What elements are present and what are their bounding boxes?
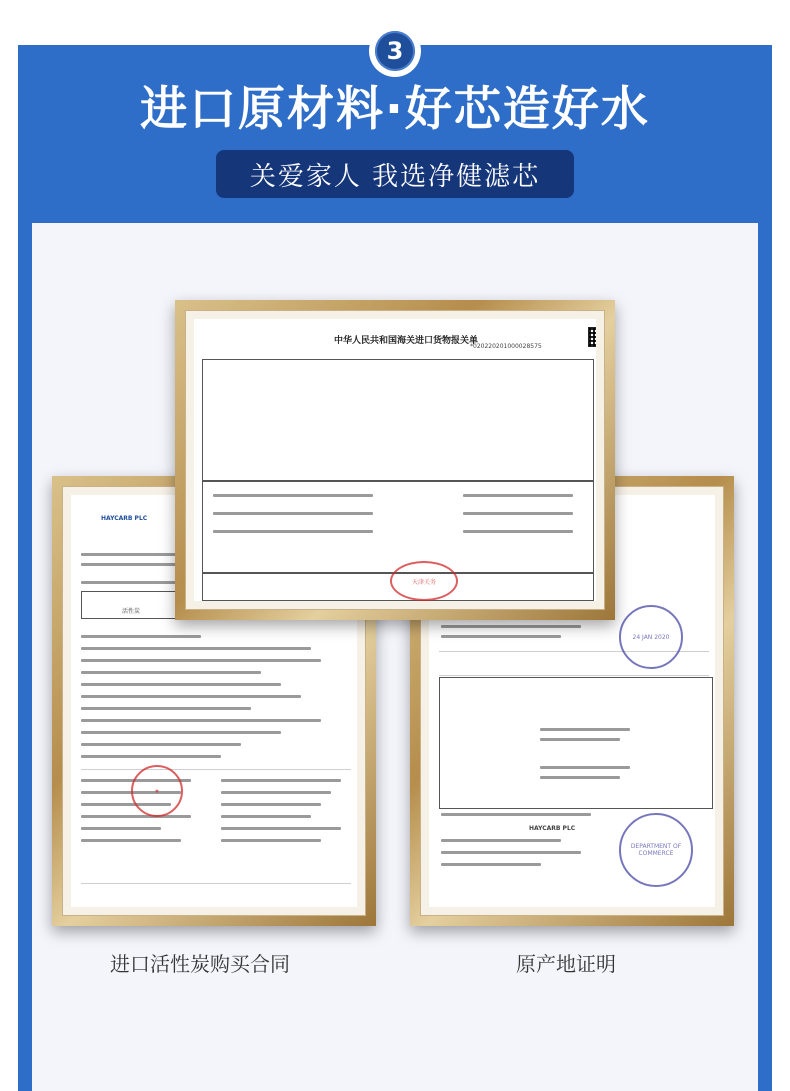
origin-goods-table: [439, 677, 713, 809]
origin-stamp-top: 24 JAN 2020: [619, 605, 683, 669]
customs-title: 中华人民共和国海关进口货物报关单: [334, 336, 479, 346]
customs-number: *020220201000028575: [470, 343, 542, 350]
customs-stamp: 天津关务: [390, 561, 458, 601]
customs-header-grid: [202, 359, 594, 481]
customs-certificate: [175, 300, 615, 620]
contract-seal: ★: [131, 765, 183, 817]
contract-row-name: 活性炭: [122, 608, 141, 615]
step-badge: [369, 25, 421, 77]
subheadline-pill: 关爱家人 我选净健滤芯: [216, 150, 574, 198]
page-headline: 进口原材料·好芯造好水: [140, 82, 650, 137]
customs-document: [194, 319, 596, 601]
origin-caption: 原产地证明: [516, 952, 616, 976]
origin-stamp-bottom: DEPARTMENT OF COMMERCE: [619, 813, 693, 887]
contract-seller: HAYCARB PLC: [101, 515, 148, 522]
step-number: 3: [375, 31, 415, 71]
contract-caption: 进口活性炭购买合同: [110, 952, 290, 976]
customs-goods-grid: [202, 481, 594, 573]
origin-company: HAYCARB PLC: [529, 825, 576, 832]
qr-code-icon: [588, 327, 596, 347]
